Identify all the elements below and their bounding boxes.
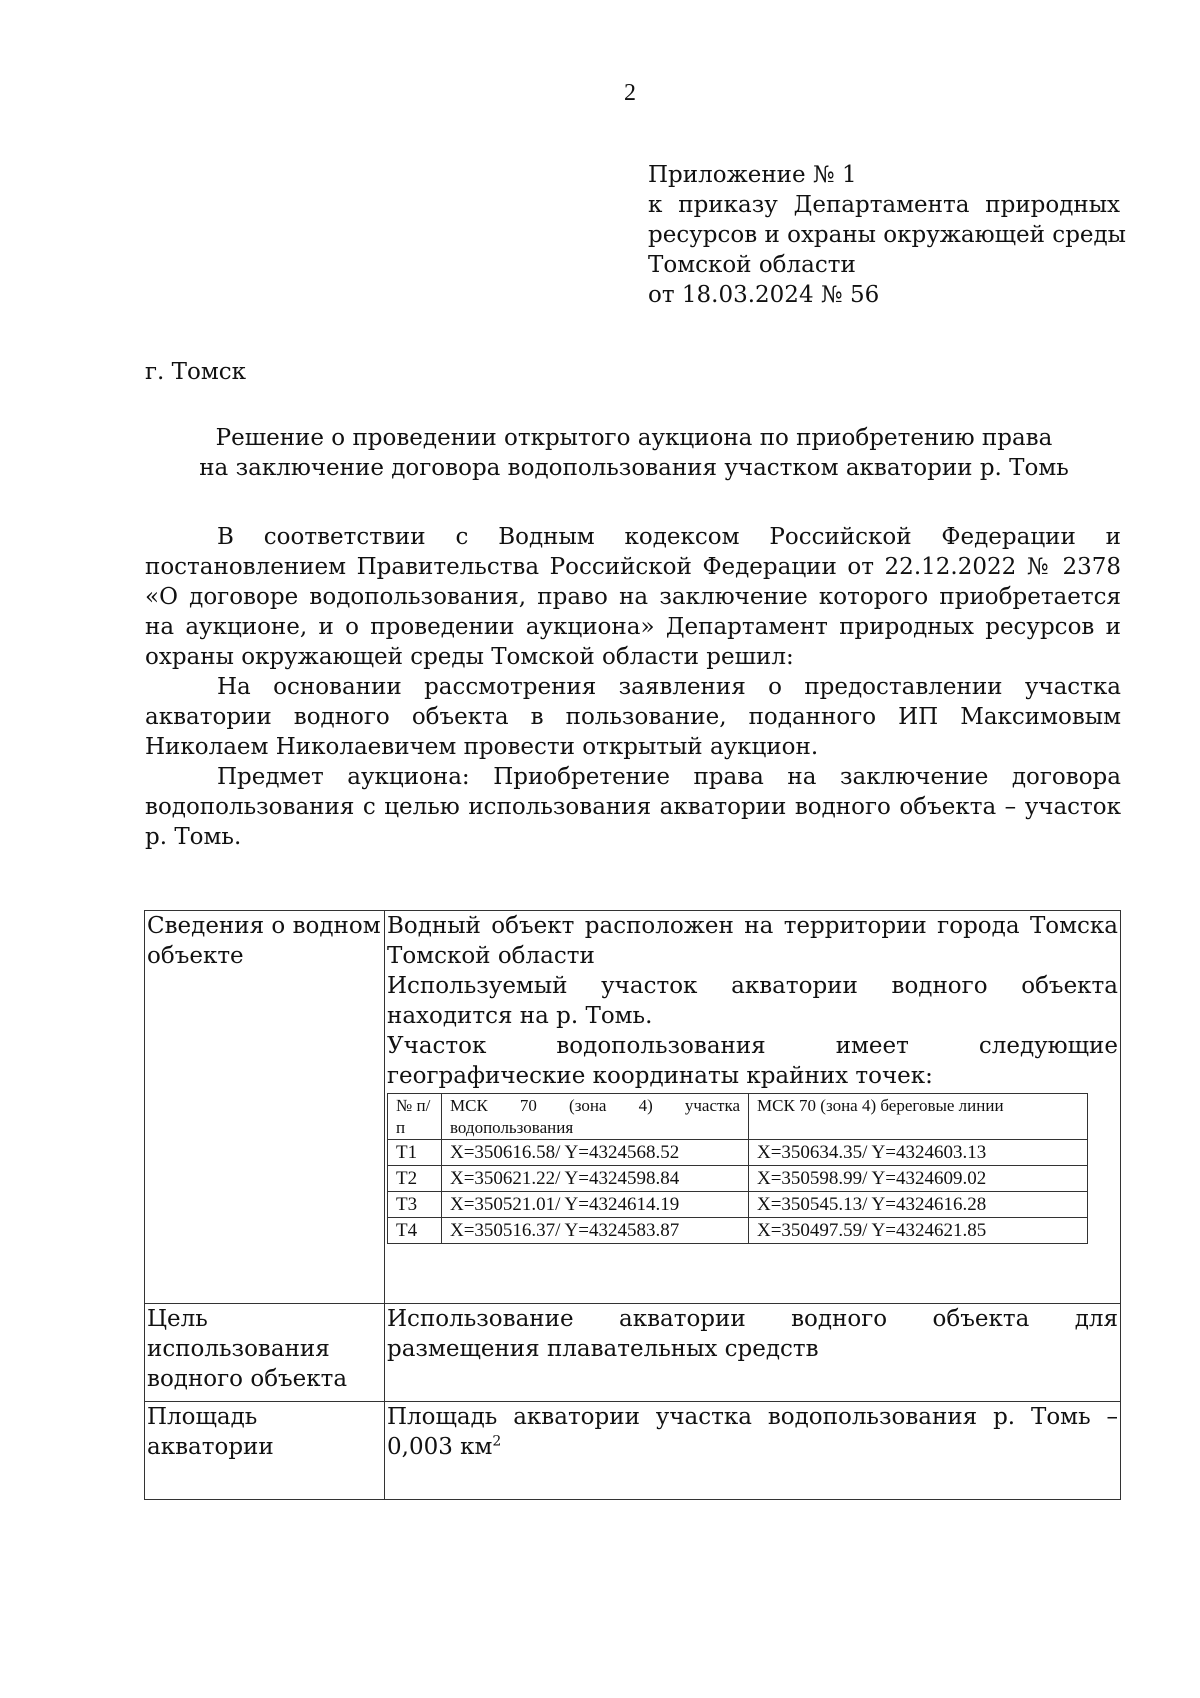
point-id: Т3	[388, 1192, 442, 1218]
table-row	[145, 1304, 1121, 1402]
shore-coordinate: X=350545.13/ Y=4324616.28	[749, 1192, 1088, 1218]
header-number: № п/п	[388, 1094, 442, 1140]
table-row	[388, 1140, 1088, 1166]
page-number: 2	[624, 80, 636, 106]
water-area-river: Используемый участок акватории водного объекта находится на р. Томь.	[387, 973, 1118, 1029]
area-coordinate: X=350616.58/ Y=4324568.52	[442, 1140, 749, 1166]
table-row	[145, 911, 1121, 1304]
shore-coordinate: X=350598.99/ Y=4324609.02	[749, 1166, 1088, 1192]
info-table	[144, 910, 1121, 1500]
appendix-line-5: от 18.03.2024 № 56	[648, 282, 880, 308]
area-coordinate: X=350516.37/ Y=4324583.87	[442, 1218, 749, 1244]
appendix-header	[648, 160, 1126, 310]
table-row	[145, 1402, 1121, 1500]
title-line-1: Решение о проведении открытого аукциона по приобретению права	[215, 425, 1053, 451]
row-content-area	[385, 1402, 1121, 1500]
area-coordinate: X=350621.22/ Y=4324598.84	[442, 1166, 749, 1192]
header-shore-lines: МСК 70 (зона 4) береговые линии	[749, 1094, 1088, 1140]
city: г. Томск	[145, 359, 247, 385]
table-row	[388, 1218, 1088, 1244]
table-row	[388, 1094, 1088, 1140]
point-id: Т2	[388, 1166, 442, 1192]
point-id: Т4	[388, 1218, 442, 1244]
paragraph-2: На основании рассмотрения заявления о предоставлении участка акватории водного объекта в пользование, поданного ИП Максимовым Николаем Николаевичем провести открытый аукцион.	[145, 674, 1121, 760]
appendix-line-2: к приказу Департамента природных	[648, 192, 1120, 218]
table-row	[388, 1166, 1088, 1192]
document-title	[145, 423, 1123, 483]
area-coordinate: X=350521.01/ Y=4324614.19	[442, 1192, 749, 1218]
title-line-2: на заключение договора водопользования участком акватории р. Томь	[199, 455, 1069, 481]
appendix-line-1: Приложение № 1	[648, 162, 857, 188]
row-label-purpose: Цель использования водного объекта	[145, 1304, 385, 1402]
body-text	[145, 522, 1121, 852]
paragraph-1: В соответствии с Водным кодексом Российской Федерации и постановлением Правительства Российской Федерации от 22.12.2022 № 2378 «О договоре водопользования, право на заключение которого приобретается на аукционе, и о проведении аукциона» Департамент природных ресурсов и охраны окружающей среды Томской области решил:	[145, 524, 1121, 670]
shore-coordinate: X=350634.35/ Y=4324603.13	[749, 1140, 1088, 1166]
header-water-use-area: МСК 70 (зона 4) участка водопользования	[442, 1094, 749, 1140]
paragraph-3: Предмет аукциона: Приобретение права на заключение договора водопользования с целью использования акватории водного объекта – участок р. Томь.	[145, 764, 1121, 850]
area-text: Площадь акватории участка водопользования р. Томь – 0,003 км	[387, 1404, 1118, 1460]
row-content-water-object	[385, 911, 1121, 1304]
table-row	[388, 1192, 1088, 1218]
row-label-area: Площадь акватории	[145, 1402, 385, 1500]
row-label-water-object: Сведения о водном объекте	[145, 911, 385, 1304]
row-content-purpose: Использование акватории водного объекта для размещения плавательных средств	[385, 1304, 1121, 1402]
coordinates-intro: Участок водопользования имеет следующие географические координаты крайних точек:	[387, 1033, 1118, 1089]
coordinates-table	[387, 1093, 1088, 1244]
shore-coordinate: X=350497.59/ Y=4324621.85	[749, 1218, 1088, 1244]
water-object-location: Водный объект расположен на территории города Томска Томской области	[387, 913, 1118, 969]
area-unit-superscript: 2	[492, 1433, 502, 1450]
appendix-line-4: Томской области	[648, 252, 856, 278]
point-id: Т1	[388, 1140, 442, 1166]
appendix-line-3: ресурсов и охраны окружающей среды	[648, 222, 1126, 248]
